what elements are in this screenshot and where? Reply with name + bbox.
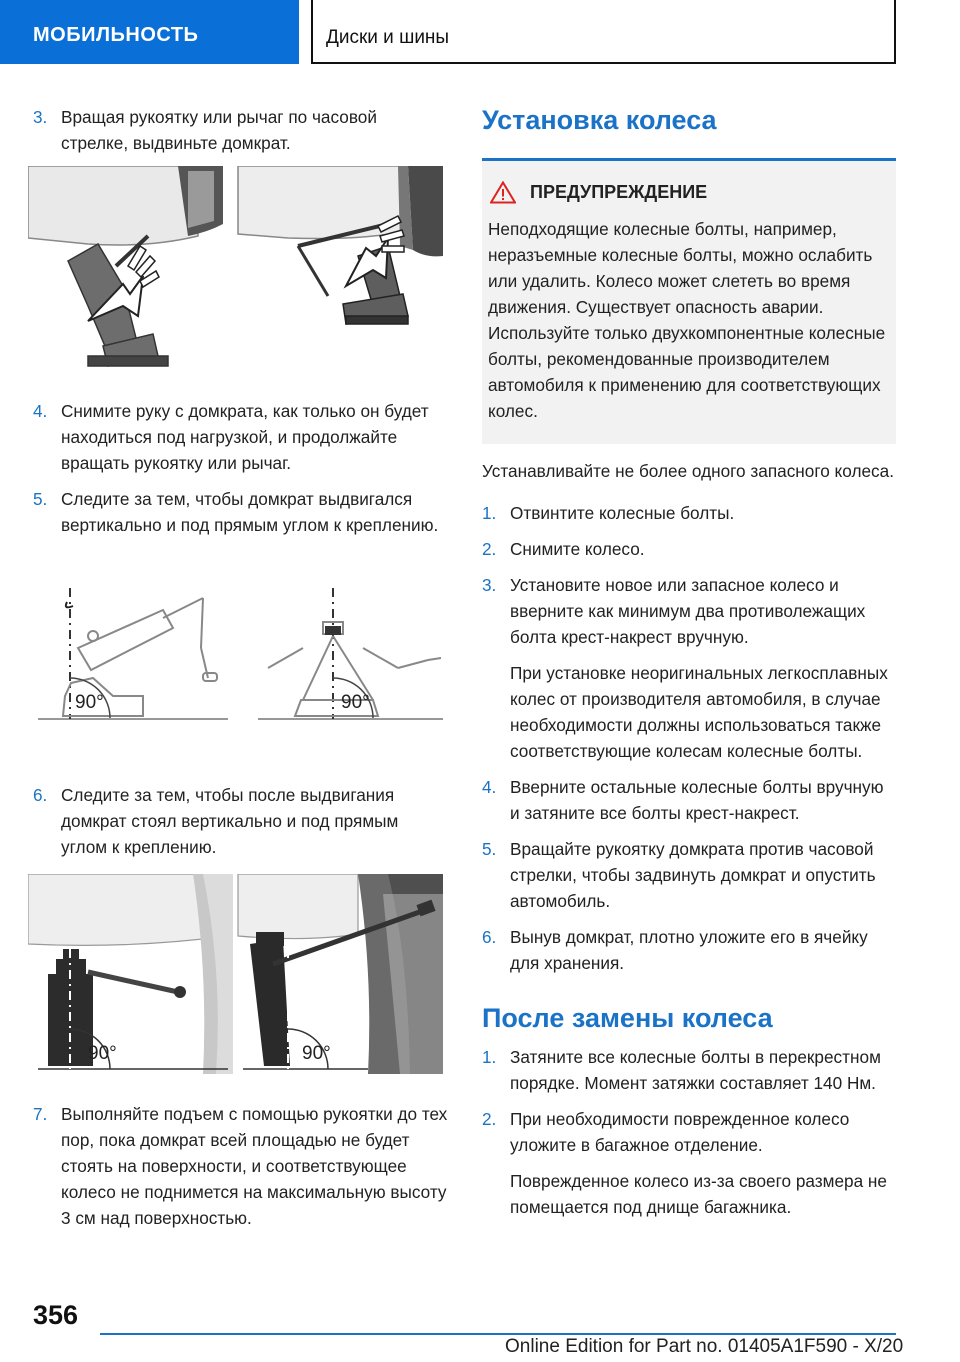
footer-divider [100, 1333, 896, 1335]
step-number: 6. [33, 785, 48, 805]
list-item [33, 104, 448, 156]
step-text: Выполняйте подъем с помощью рукоятки до тех пор, пока домкрат всей площадью не будет стоять на поверхности, и соответствующее колесо не поднимется на максимальную высоту 3 см над поверхностью. [61, 1104, 448, 1228]
step-text: Снимите руку с домкрата, как только он будет находиться под нагрузкой, и продолжайте вращать рукоятку или рычаг. [61, 401, 429, 473]
list-item [482, 1106, 896, 1220]
list-item [482, 924, 896, 976]
step-number: 6. [482, 927, 497, 947]
jack-position-figure [28, 874, 443, 1079]
jack-position-illustration [28, 874, 443, 1079]
list-item [482, 774, 896, 826]
angle-label-right: 90° [302, 1043, 331, 1064]
step-text: Вращайте рукоятку домкрата против часовой стрелки, чтобы задвинуть домкрат и опустить автомобиль. [510, 839, 876, 911]
step-text: Затяните все колесные болты в перекрестном порядке. Момент затяжки составляет 140 Нм. [510, 1047, 881, 1093]
list-item [33, 398, 448, 476]
step-text: Вынув домкрат, плотно уложите его в ячейку для хранения. [510, 927, 868, 973]
warning-title: ПРЕДУПРЕЖДЕНИЕ [530, 182, 708, 202]
step-number: 7. [33, 1104, 48, 1124]
list-item [482, 500, 896, 526]
step-text: Снимите колесо. [510, 539, 645, 559]
step-number: 4. [33, 401, 48, 421]
step-number: 1. [482, 503, 497, 523]
step-subtext: Поврежденное колесо из-за своего размера не помещается под днище багажника. [510, 1171, 887, 1217]
step-number: 1. [482, 1047, 497, 1067]
install-heading: Установка колеса [482, 105, 717, 135]
step-text: Следите за тем, чтобы после выдвигания домкрат стоял вертикально и под прямым углом к креплению. [61, 785, 399, 857]
step-text: При необходимости поврежденное колесо уложите в багажное отделение. [510, 1109, 850, 1155]
left-column [33, 104, 448, 1241]
warning-box [482, 158, 896, 444]
chapter-label: Диски и шины [326, 27, 450, 48]
chapter-header [311, 0, 896, 64]
step-number: 5. [33, 489, 48, 509]
angle-label-left: 90° [88, 1043, 117, 1064]
section-label: МОБИЛЬНОСТЬ [33, 24, 199, 46]
step-text: Установите новое или запасное колесо и вверните как минимум два противолежащих болта крест-накрест вручную. [510, 575, 866, 647]
list-item [33, 486, 448, 538]
step-number: 2. [482, 1109, 497, 1129]
step-text: Вращая рукоятку или рычаг по часовой стрелке, выдвиньте домкрат. [61, 107, 377, 153]
list-item [482, 572, 896, 764]
install-note: Устанавливайте не более одного запасного колеса. [482, 461, 894, 481]
section-tab[interactable] [0, 0, 299, 64]
step-subtext: При установке неоригинальных легкосплавных колес от производителя автомобиля, в случае необходимости должны использоваться также соответствующие колесам колесные болты. [510, 663, 888, 761]
jack-angle-diagram [33, 588, 448, 738]
list-item [33, 1101, 448, 1231]
angle-label-left: 90° [75, 692, 104, 713]
angle-label-right: 90° [341, 692, 370, 713]
jack-extend-figure [28, 166, 443, 386]
step-number: 2. [482, 539, 497, 559]
step-number: 4. [482, 777, 497, 797]
step-text: Вверните остальные колесные болты вручную и затяните все болты крест-накрест. [510, 777, 884, 823]
page-number: 356 [33, 1300, 79, 1330]
right-column [482, 104, 896, 1230]
jack-extend-illustration [28, 166, 443, 386]
footer-edition: Online Edition for Part no. 01405A1F590 - X/20 [505, 1336, 904, 1357]
step-number: 3. [33, 107, 48, 127]
warning-text: Неподходящие колесные болты, например, неразъемные колесные болты, можно ослабить или удалить. Колесо может слететь во время движения. Существует опасность аварии. Используйте только двухкомпонентные колесные болты, рекомендованные производителем автомобиля к применению для соответствующих колес. [488, 219, 886, 421]
list-item [482, 836, 896, 914]
jack-angle-drawing [33, 588, 448, 738]
list-item [482, 1044, 896, 1096]
list-item [482, 536, 896, 562]
after-replace-heading: После замены колеса [482, 1003, 773, 1033]
warning-icon [490, 181, 516, 204]
step-number: 3. [482, 575, 497, 595]
list-item [33, 782, 448, 860]
warning-header [490, 181, 890, 204]
step-number: 5. [482, 839, 497, 859]
step-text: Отвинтите колесные болты. [510, 503, 735, 523]
step-text: Следите за тем, чтобы домкрат выдвигался вертикально и под прямым углом к креплению. [61, 489, 439, 535]
